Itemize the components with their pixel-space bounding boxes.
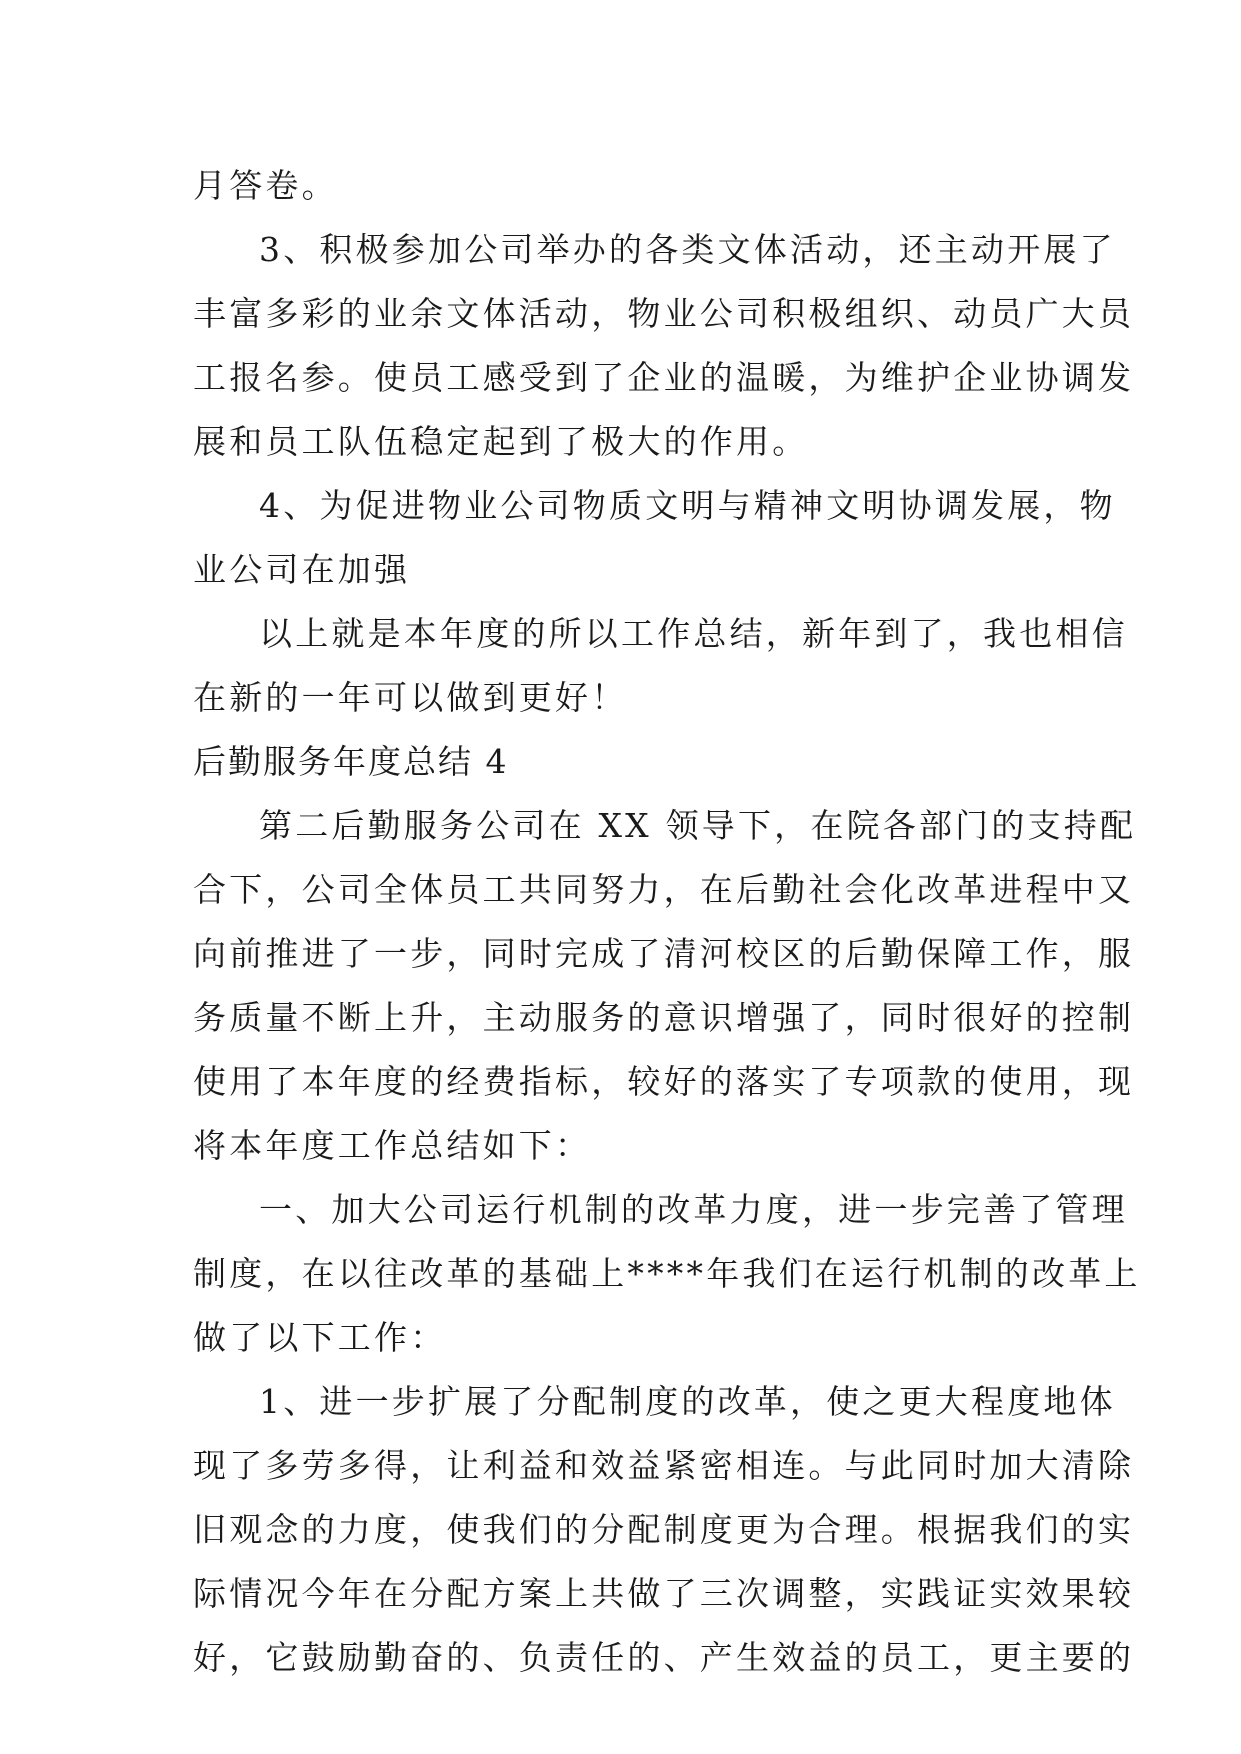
text-line: 丰富多彩的业余文体活动，物业公司积极组织、动员广大员 bbox=[193, 294, 1135, 333]
text-line: 合下，公司全体员工共同努力，在后勤社会化改革进程中又 bbox=[193, 870, 1135, 909]
text-line: 工报名参。使员工感受到了企业的温暖，为维护企业协调发 bbox=[193, 358, 1135, 397]
text-line: 以上就是本年度的所以工作总结，新年到了，我也相信 bbox=[259, 614, 1128, 653]
text-line: 业公司在加强 bbox=[193, 550, 411, 589]
text-line: 向前推进了一步，同时完成了清河校区的后勤保障工作，服 bbox=[193, 934, 1135, 973]
text-line: 制度，在以往改革的基础上****年我们在运行机制的改革上 bbox=[193, 1254, 1141, 1293]
text-line: 将本年度工作总结如下： bbox=[193, 1126, 592, 1165]
text-line: 旧观念的力度，使我们的分配制度更为合理。根据我们的实 bbox=[193, 1510, 1135, 1549]
text-line: 际情况今年在分配方案上共做了三次调整，实践证实效果较 bbox=[193, 1574, 1135, 1613]
text-line: 务质量不断上升，主动服务的意识增强了，同时很好的控制 bbox=[193, 998, 1135, 1037]
text-line: 一、加大公司运行机制的改革力度，进一步完善了管理 bbox=[259, 1190, 1128, 1229]
document-page bbox=[193, 154, 1141, 1690]
text-line: 好，它鼓励勤奋的、负责任的、产生效益的员工，更主要的 bbox=[193, 1638, 1135, 1677]
text-line: 第二后勤服务公司在 XX 领导下，在院各部门的支持配 bbox=[259, 806, 1137, 845]
text-line: 现了多劳多得，让利益和效益紧密相连。与此同时加大清除 bbox=[193, 1446, 1135, 1485]
text-line: 在新的一年可以做到更好！ bbox=[193, 678, 628, 717]
text-line: 月答卷。 bbox=[193, 166, 338, 205]
text-line: 使用了本年度的经费指标，较好的落实了专项款的使用，现 bbox=[193, 1062, 1135, 1101]
text-line: 1、进一步扩展了分配制度的改革，使之更大程度地体 bbox=[259, 1382, 1116, 1421]
text-line: 展和员工队伍稳定起到了极大的作用。 bbox=[193, 422, 809, 461]
text-line: 做了以下工作： bbox=[193, 1318, 447, 1357]
section-heading: 后勤服务年度总结 4 bbox=[193, 742, 509, 781]
text-line: 3、积极参加公司举办的各类文体活动，还主动开展了 bbox=[259, 230, 1116, 269]
text-line: 4、为促进物业公司物质文明与精神文明协调发展，物 bbox=[259, 486, 1116, 525]
